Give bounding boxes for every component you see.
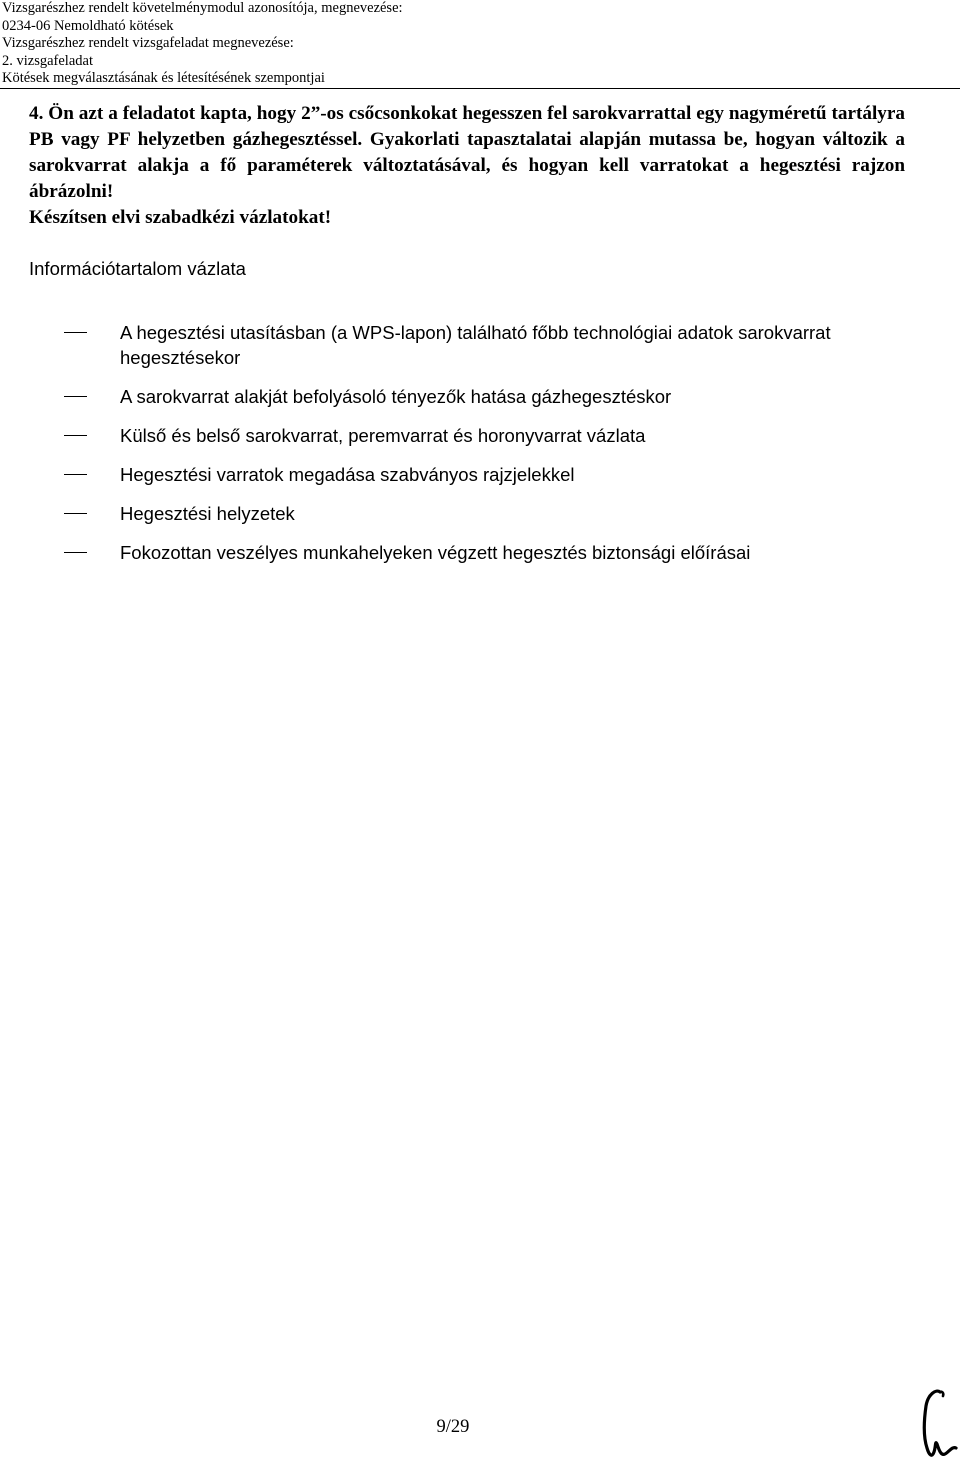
info-outline-title: Információtartalom vázlata	[29, 258, 246, 279]
task-body: 4. Ön azt a feladatot kapta, hogy 2”-os csőcsonkokat hegesszen fel sarokvarrattal egy nagyméretű tartályra PB vagy PF helyzetben gázhegesztéssel. Gyakorlati tapasztalatai alapján mutassa be, hogyan változik a sarokvarrat alakja a fő paraméterek változtatásával, és hogyan kell varratokat a hegesztési rajzon ábrázolni!	[29, 103, 905, 202]
list-item-text: Hegesztési varratok megadása szabványos rajzjelekkel	[120, 464, 575, 485]
task-instruction: Készítsen elvi szabadkézi vázlatokat!	[29, 207, 332, 228]
page-header	[2, 0, 952, 88]
list-item	[64, 501, 914, 526]
list-item	[64, 320, 914, 370]
list-item	[64, 423, 914, 448]
list-item-text: Fokozottan veszélyes munkahelyeken végzett hegesztés biztonsági előírásai	[120, 542, 751, 563]
dash-bullet-icon	[64, 332, 87, 333]
dash-bullet-icon	[64, 552, 87, 553]
dash-bullet-icon	[64, 474, 87, 475]
header-task-name: 2. vizsgafeladat	[2, 52, 93, 69]
handwritten-signature-icon	[918, 1388, 960, 1463]
list-item-text: A sarokvarrat alakját befolyásoló tényezők hatása gázhegesztéskor	[120, 386, 672, 407]
list-item-text: Hegesztési helyzetek	[120, 503, 295, 524]
dash-bullet-icon	[64, 435, 87, 436]
header-module-name: 0234-06 Nemoldható kötések	[2, 17, 174, 34]
list-item	[64, 462, 914, 487]
dash-bullet-icon	[64, 396, 87, 397]
header-divider	[0, 88, 960, 89]
list-item	[64, 384, 914, 409]
header-task-topic: Kötések megválasztásának és létesítésének szempontjai	[2, 70, 325, 87]
page-number: 9/29	[436, 1417, 470, 1437]
header-task-label: Vizsgarészhez rendelt vizsgafeladat megnevezése:	[2, 35, 294, 52]
info-outline-list	[64, 320, 914, 579]
header-module-label: Vizsgarészhez rendelt követelménymodul azonosítója, megnevezése:	[2, 0, 403, 16]
task-statement	[29, 101, 905, 231]
list-item-text: Külső és belső sarokvarrat, peremvarrat és horonyvarrat vázlata	[120, 425, 646, 446]
dash-bullet-icon	[64, 513, 87, 514]
list-item	[64, 540, 914, 565]
list-item-text: A hegesztési utasításban (a WPS-lapon) található főbb technológiai adatok sarokvarrat hegesztésekor	[120, 322, 831, 368]
